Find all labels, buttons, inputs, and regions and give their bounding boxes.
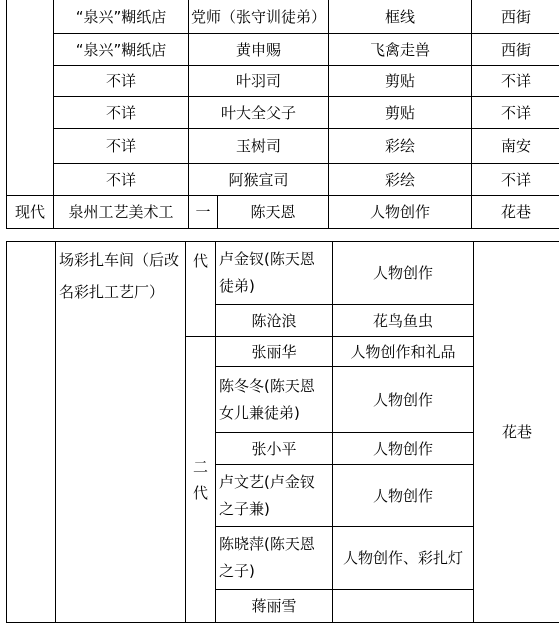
table-row (7, 242, 559, 305)
craft-cell: 人物创作 (333, 433, 474, 465)
shop-cell-continued (56, 242, 186, 623)
shop-cell: 不详 (54, 129, 189, 164)
table-row (7, 97, 559, 129)
master-cell: 陈天恩 (218, 196, 329, 229)
table-row (7, 66, 559, 97)
table-row-modern (7, 196, 559, 229)
master-cell: 黄申赐 (189, 34, 329, 66)
craftsmen-table-bottom (6, 241, 559, 623)
generation-2-char: 代 (192, 483, 208, 502)
master-cell: 阿猴宣司 (189, 164, 329, 196)
era-cell-blank (7, 0, 54, 196)
craft-cell: 彩绘 (329, 164, 472, 196)
table-row (7, 164, 559, 196)
craft-cell (333, 590, 474, 623)
place-cell: 不详 (472, 164, 559, 196)
generation-2-cell (186, 337, 216, 623)
craft-cell: 彩绘 (329, 129, 472, 164)
table-row (7, 129, 559, 164)
era-cell-blank (7, 242, 56, 623)
place-cell: 花巷 (474, 242, 559, 623)
craft-cell: 人物创作、彩扎灯 (333, 527, 474, 590)
master-cell: 张丽华 (216, 337, 333, 367)
place-cell: 不详 (472, 97, 559, 129)
craft-cell: 人物创作和礼品 (333, 337, 474, 367)
shop-name-continued: 场彩扎车间（后改名彩扎工艺厂） (59, 251, 180, 301)
place-cell: 不详 (472, 66, 559, 97)
shop-cell: “泉兴”糊纸店 (54, 0, 189, 34)
master-cell: 叶羽司 (189, 66, 329, 97)
master-cell: 玉树司 (189, 129, 329, 164)
craft-cell: 人物创作 (329, 196, 472, 229)
master-cell: 陈晓萍(陈天恩之子) (216, 527, 333, 590)
shop-cell: “泉兴”糊纸店 (54, 34, 189, 66)
page-break-gap (0, 229, 559, 241)
shop-cell: 不详 (54, 164, 189, 196)
era-cell: 现代 (7, 196, 54, 229)
master-cell: 陈沧浪 (216, 305, 333, 337)
table-row (7, 0, 559, 34)
craft-cell: 人物创作 (333, 242, 474, 305)
craftsmen-table-top (6, 0, 559, 229)
craft-cell: 人物创作 (333, 465, 474, 527)
master-cell: 蒋丽雪 (216, 590, 333, 623)
master-cell: 张小平 (216, 433, 333, 465)
craft-cell: 框线 (329, 0, 472, 34)
master-cell: 卢文艺(卢金钗之子兼) (216, 465, 333, 527)
place-cell: 西街 (472, 34, 559, 66)
generation-1-cell: 代 (186, 242, 216, 337)
shop-cell: 不详 (54, 66, 189, 97)
craft-cell: 花鸟鱼虫 (333, 305, 474, 337)
master-cell: 卢金钗(陈天恩徒弟) (216, 242, 333, 305)
shop-cell: 不详 (54, 97, 189, 129)
master-cell: 党师（张守训徒弟） (189, 0, 329, 34)
shop-cell: 泉州工艺美术工 (54, 196, 189, 229)
craft-cell: 人物创作 (333, 367, 474, 433)
place-cell: 花巷 (472, 196, 559, 229)
craft-cell: 剪贴 (329, 97, 472, 129)
craft-cell: 剪贴 (329, 66, 472, 97)
master-cell: 陈冬冬(陈天恩女儿兼徒弟) (216, 367, 333, 433)
craft-cell: 飞禽走兽 (329, 34, 472, 66)
table-row (7, 34, 559, 66)
place-cell: 南安 (472, 129, 559, 164)
place-cell: 西街 (472, 0, 559, 34)
generation-cell: 一 (189, 196, 218, 229)
generation-2-char: 二 (192, 457, 208, 476)
master-cell: 叶大全父子 (189, 97, 329, 129)
